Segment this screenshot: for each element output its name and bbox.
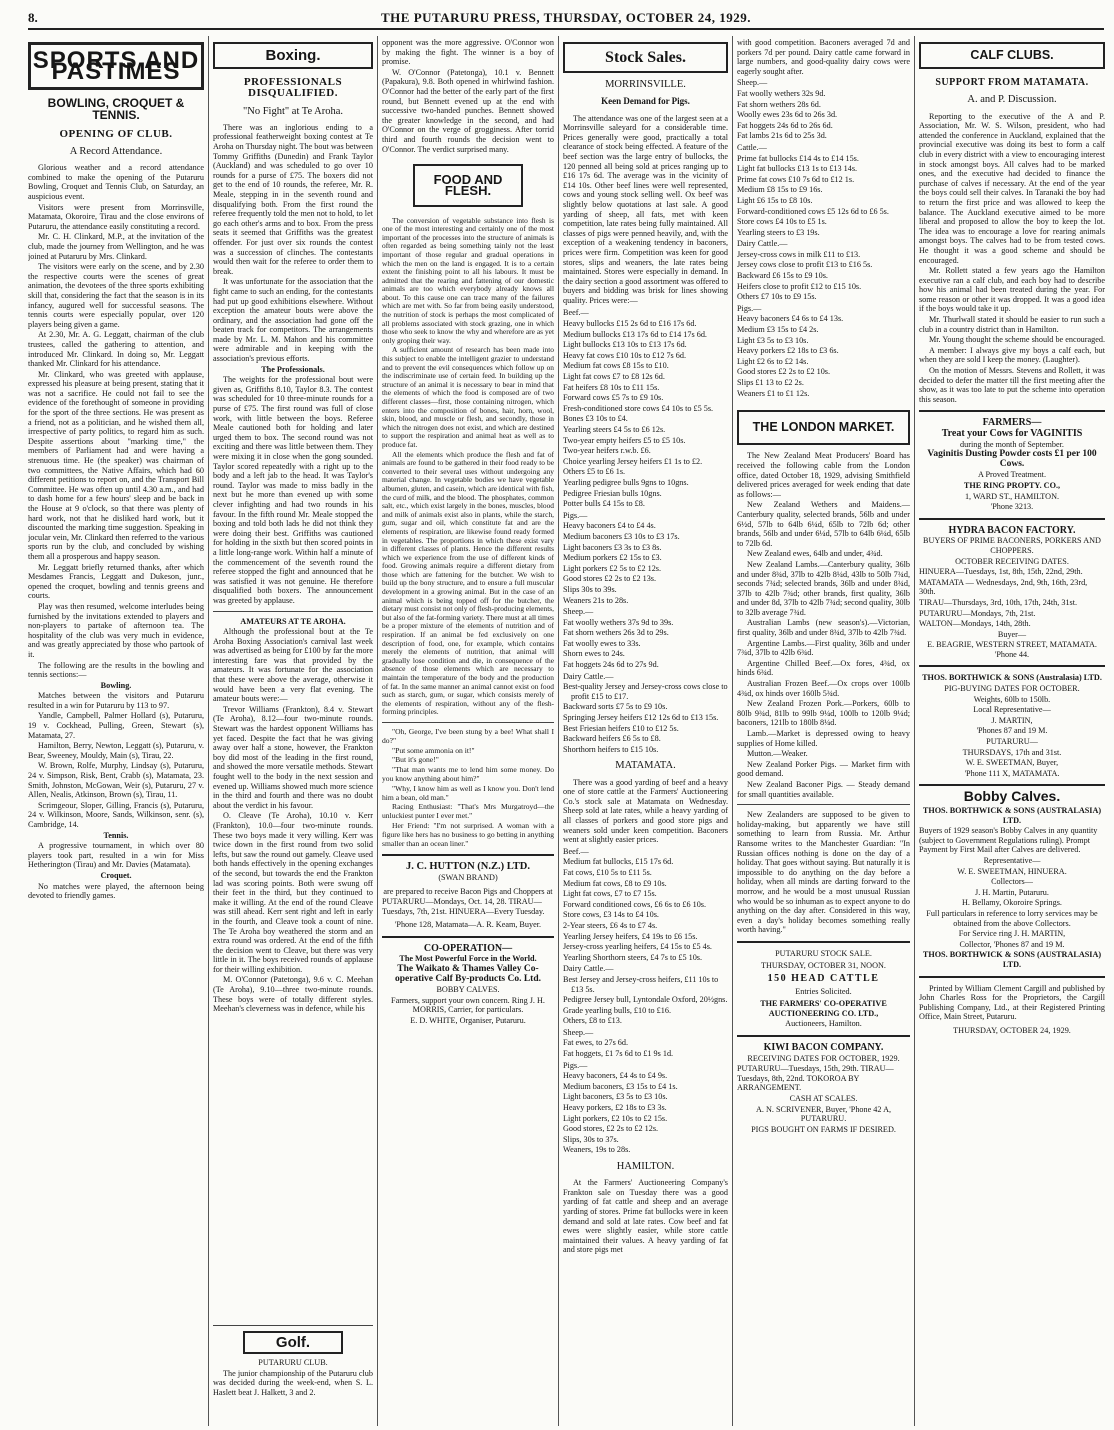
column-stock-sales xyxy=(563,38,728,1426)
vag-line: A Proved Treatment. xyxy=(977,470,1046,480)
hutton-line: are prepared to receive Bacon Pigs and Choppers at xyxy=(383,886,553,896)
article-paragraph: The New Zealand Meat Producers' Board has received the following cable from the London office, dated October 18, 1929, advising Smithfield delivered prices averaged for week ending that date as follows:— xyxy=(737,451,910,499)
price-line: Fat hoggets, £1 7s 6d to £1 9s 1d. xyxy=(563,1049,674,1059)
article-paragraph: Mr. Leggatt briefly returned thanks, after which Mesdames Francis, Leggatt and Dukeson, junr., opened the croquet, bowling and tennis greens and courts. xyxy=(28,562,204,601)
vag-firm: THE RING PROPTY. CO., xyxy=(963,480,1061,490)
vag-addr: 1, WARD ST., HAMILTON. xyxy=(964,491,1060,501)
borthwick-line: THURSDAYS, 17th and 31st. xyxy=(962,747,1062,757)
column-food xyxy=(382,38,554,1426)
price-line: Heavy porkers, £2 18s to £3 3s. xyxy=(563,1103,667,1113)
article-paragraph: Mr. Young thought the scheme should be encouraged. xyxy=(929,335,1105,345)
kiwi-buyer: A. N. SCRIVENER, Buyer, 'Phone 42 A, PUTARURU. xyxy=(755,1104,892,1124)
kiwi-bacon-ad xyxy=(737,1043,910,1134)
column-markets xyxy=(737,38,910,1426)
sale-firm: THE FARMERS' CO-OPERATIVE AUCTIONEERING CO. LTD., xyxy=(760,999,887,1018)
boxing-subhead: PROFESSIONALS DISQUALIFIED. xyxy=(243,76,343,100)
opening-subhead: OPENING OF CLUB. xyxy=(59,127,173,140)
price-line: Fat ewes, to 27s 6d. xyxy=(563,1038,629,1048)
page-number: 8. xyxy=(28,10,38,25)
hydra-ad xyxy=(919,526,1105,660)
price-line: Medium porkers £2 15s to £3. xyxy=(563,553,662,563)
bowling-result: Matches between the visitors and Putaruru resulted in a win for Putaruru by 113 to 97. xyxy=(28,691,204,710)
borthwick-line: Weights, 60lb to 150lb. xyxy=(973,694,1051,704)
price-line: Light £3 5s to £3 10s. xyxy=(737,335,809,345)
price-line: Medium baconers, £3 15s to £4 1s. xyxy=(563,1081,678,1091)
bobby-line: For Service ring J. H. MARTIN, xyxy=(958,929,1066,939)
column-rule xyxy=(732,36,733,1426)
stock-sale-ad xyxy=(737,949,910,1029)
coop-name: The Waikato & Thames Valley Co-operative Calf By-products Co. Ltd. xyxy=(394,964,542,984)
price-line: Prime fat cows £10 7s 6d to £12 1s. xyxy=(737,174,855,184)
article-paragraph: New Zealand Baconer Pigs. — Steady demand for small quantities available. xyxy=(737,779,910,799)
price-line: Medium fat cows, £8 to £9 10s. xyxy=(563,878,667,888)
joke-line: "But it's gone!" xyxy=(392,755,439,765)
article-paragraph: Mr. Clinkard, who was greeted with applause, expressed his pleasure at being present, stating that it was not a sacrifice. He could not fail to see the evidence of the forethought of someone in providing for the sport of the three sections. He was present as a friend, not as a politician, and he wished them all, irrespective of party politics, to regard him as such. Despite assertions about "marking time," the members of Parliament had and were having a strenuous time. He (the speaker) was chairman of two committees, the Native Affairs, which had 60 different petitions to report on, and the Transport Bill Committee. He was often up until 4.30 a.m., and had to dash home for a few hours' sleep and be back in the House at 9 o'clock, so that there was plenty of hard work, not that he disliked hard work, but it discounted the marking time suggestion. Speaking in jocular vein, Mr. Clinkard then referred to the various sports run by the club, and concluded by wishing them all a prosperous and happy season. xyxy=(28,369,204,561)
article-paragraph: Lamb.—Market is depressed owing to heavy supplies of Home killed. xyxy=(737,729,910,748)
borthwick-pig-ad xyxy=(919,673,1105,778)
hydra-line: HINUERA—Tuesdays, 1st, 8th, 15th, 22nd, 29th. xyxy=(919,567,1083,577)
price-line: Heifers close to profit £12 to £15 10s. xyxy=(737,281,862,291)
price-line: Jersey-cross cows in milk £11 to £13. xyxy=(737,249,861,259)
article-paragraph: There was an inglorious ending to a professional featherweight boxing contest at Te Aroha on Thursday night. The bout was between Tommy Griffiths (Dunedin) and Frank Taylor (Auckland) and was scheduled to go over 10 rounds for a purse of £75. The boxers did not get to the end of 10 rounds, the referee, Mr. R. Meale, stepping in in the seventh round and disqualifying both. From the first round the referee frequently told the men not to hold, to let go each other's arms and to box. From the press seats it seemed that Griffiths was the greatest offender. For just over six rounds the contest was a succession of clinches. The contestants would then wait for the referee to order them to break. xyxy=(213,122,373,276)
calf-subhead: SUPPORT FROM MATAMATA. xyxy=(935,77,1089,89)
professionals-subhead: The Professionals. xyxy=(261,364,325,374)
price-line: Fat lambs 21s 6d to 25s 3d. xyxy=(737,131,827,141)
price-line: Shorn ewes to 24s. xyxy=(563,649,625,659)
bowling-section-title: BOWLING, CROQUET & TENNIS. xyxy=(47,96,185,122)
bobby-line: W. E. SWEETMAN, HINUERA. xyxy=(957,866,1067,876)
article-paragraph: with good competition. Baconers averaged 7d and porkers 7d per pound. Dairy cattle came forward in large numbers, and good-quality dairy cows were eagerly sought after. xyxy=(737,38,910,76)
sale-date: THURSDAY, OCTOBER 31, NOON. xyxy=(761,961,886,971)
article-paragraph: Although the professional bout at the Te Aroha Boxing Association's carnival last week was advertised as being for £100 by far the more interesting fare was that provided by the amateurs. It was fortunate for the association that these were above the average, otherwise it would have been a very flat evening. The amateur bouts were:— xyxy=(213,627,373,704)
kiwi-sub: RECEIVING DATES FOR OCTOBER, 1929. xyxy=(747,1053,900,1063)
bowling-result: Scrimgeour, Sloper, Gilling, Francis (s), Putaruru, 24 v. Wilkinson, Moore, Sands, Wilkinson, senr. (s), Cambridge, 14. xyxy=(28,800,204,829)
stock-sales-head: Stock Sales. xyxy=(563,42,728,73)
coop-sign: E. D. WHITE, Organiser, Putaruru. xyxy=(410,1016,526,1026)
bobby-title: Bobby Calves. xyxy=(963,788,1061,805)
coop-ad xyxy=(382,944,554,1026)
bobby-line: J. H. Martin, Putaruru. xyxy=(975,887,1049,897)
bobby-line: H. Bellamy, Okoroire Springs. xyxy=(962,898,1062,908)
price-line: Fat shorn wethers 26s 3d to 29s. xyxy=(563,628,669,638)
vag-line: during the month of September. xyxy=(960,439,1064,449)
bobby-firm: THOS. BORTHWICK & SONS (AUSTRALASIA) LTD. xyxy=(922,950,1102,969)
hydra-title: HYDRA BACON FACTORY. xyxy=(948,524,1076,536)
article-paragraph: Trevor Williams (Frankton), 8.4 v. Stewart (Te Aroha), 8.12—four two-minute rounds. Stewart was the hardest opponent Williams has yet faced. Despite the fact that he was giving away over half a stone, however, the Frankton boy did most of the leading in the first round, and showed the more versatile methods. Stewart fought well to the body in the next session and evened up. Williams showed much more science in the third and fourth and there was no doubt about the verdict in his favour. xyxy=(213,704,373,810)
article-paragraph: The weights for the professional bout were given as, Griffiths 8.10, Taylor 8.3. The contest was scheduled for 10 three-minute rounds for a purse of £75. The first round was full of close work, with little between the boys. Referee Meale cautioned both for holding and later urged them to box. The second round was not exciting and there was little between them. They were mixing it in close when the gong sounded. Taylor scored repeatedly with a right up to the body and a left jab to the head. It was Taylor's round. Taylor was made to miss badly in the next but he more than evened up with some clever infighting and had two rounds in his favour. In the fifth round Mr. Meale stopped the boxing and told both lads he did not think they were doing their best. Griffiths was cautioned for holding in the sixth but then scored points in a little long-range work. Within half a minute of the commencement of the seventh round the referee stopped the fight and announced that he was satisfied it was not genuine. He therefore disqualified both boxers. The announcement was greeted by applause. xyxy=(213,375,373,605)
borthwick-line: PIG-BUYING DATES FOR OCTOBER. xyxy=(944,684,1080,694)
croquet-result: No matches were played, the afternoon being devoted to friendly games. xyxy=(28,881,204,901)
price-line: Weaners 21s to 28s. xyxy=(563,595,629,605)
article-paragraph: At 2.30, Mr. A. G. Leggatt, chairman of the club trustees, called the gathering to attention, and introduced Mr. Clinkard. In doing so, Mr. Leggatt thanked Mr. Clinkard for his attendance. xyxy=(28,330,204,369)
price-line: Others £5 to £6 1s. xyxy=(563,467,626,477)
price-line: Springing Jersey heifers £12 12s 6d to £13 15s. xyxy=(563,713,719,723)
price-line: Heavy porkers £2 18s to £3 6s. xyxy=(737,346,839,356)
imprint-date: THURSDAY, OCTOBER 24, 1929. xyxy=(953,1025,1071,1035)
boxing-head: Boxing. xyxy=(213,42,373,69)
imprint: Printed by William Clement Cargill and published by John Charles Ross for the Proprietors, the Cargill Publishing Company, Ltd., at their Registered Printing Office, Main Street, Putaruru. xyxy=(919,983,1105,1022)
article-paragraph: Mr. Thurlwall stated it should be easier to run such a club in a country district than in Hamilton. xyxy=(919,315,1105,334)
price-line: Medium baconers £3 10s to £3 17s. xyxy=(563,531,680,541)
category-head: Pigs.— xyxy=(563,1060,588,1070)
category-head: Dairy Cattle.— xyxy=(737,239,788,249)
column-rule xyxy=(558,36,559,1426)
article-paragraph: A member: I always give my boys a calf each, but when they are sold I keep the money. (Laughter). xyxy=(919,345,1105,365)
bowling-result: Hamilton, Berry, Newton, Leggatt (s), Putaruru, v. Bear, Sweeney, Mouldy, Main (s), Tirau, 22. xyxy=(28,741,204,760)
price-line: Grade yearling bulls, £10 to £16. xyxy=(563,1005,672,1015)
article-paragraph: O. Cleave (Te Aroha), 10.10 v. Kerr (Frankton), 10.0—four two-minute rounds. These two boys made it very willing. Kerr was twice down in the first round from two solid lefts, but saw the round out gamely. Cleave used both hands effectively in the opening exchanges of the second, but towards the end the Frankton lad was scoring points. Both were swung off their feet in the third, but they continued to make it willing. At the end of the round Cleave was still ahead. Kerr sent right and left in early in the fourth, and Cleave took a count of nine. The Te Aroha boy weathered the storm and an extra round was ordered. At the end of the fifth the decision went to Cleave, but there was very little in it. The boys received rounds of applause for their willing exhibition. xyxy=(213,811,373,974)
borthwick-line: 'Phone 111 X, MATAMATA. xyxy=(964,768,1060,778)
bowling-result: Yandle, Campbell, Palmer Hollard (s), Putaruru, 19 v. Cockhead, Pulling, Green, Stewart (s), Matamata, 27. xyxy=(28,711,204,740)
golf-head: Golf. xyxy=(243,1331,343,1354)
column-boxing xyxy=(213,38,373,1426)
sale-title: PUTARURU STOCK SALE. xyxy=(775,948,872,958)
price-line: Good stores, £2 2s to £2 12s. xyxy=(563,1124,659,1134)
kiwi-cash: CASH AT SCALES. xyxy=(789,1094,858,1104)
bowling-result: W. Brown, Rolfe, Murphy, Lindsay (s), Putaruru, 24 v. Simpson, Risk, Bent, Crabb (s), Matamata, 23. Smith, Johnston, McGowan, Weir (s), Putaruru, 27 v. Allen, Nealis, Atkinson, Brown (s), Tirau, 11. xyxy=(28,761,204,800)
price-line: Fat hoggets 24s 6d to 26s 6d. xyxy=(737,120,833,130)
kiwi-title: KIWI BACON COMPANY. xyxy=(763,1042,884,1054)
article-paragraph: All the elements which produce the flesh and fat of animals are found to be gathered in their food ready to be converted to their several uses without undergoing any material change. In vegetable bodies we have vegetable albumen, gluten, and casein, which are identical with fish, the curd of milk, and the blood. The phosphates, common salt, etc., which exist largely in the bones, muscles, blood and milk of animals exist also in plants, while the starch, gum, sugar and oil, which constitute fat and are the elements of respiration, are likewise found ready formed in vegetables. The proportions in which these exist vary in different classes of plants. Hence the different results which we experience from the use of different kinds of food. Growing animals require a different dietary from those which are fattening for the butcher. We wish to build up the bony structure, and to ensure a full muscular development in a growing animal. But in the case of an animal which is being topped off for the butcher, the dietary must consist not only of flesh-producing elements, but also of the fat-forming variety. There must at all times be a proper mixture of the elements of nutrition and of respiration. If an animal be fed exclusively on one description of food, one, for example, which contains merely the elements of nutrition, that animal will gradually lose condition and die, in consequence of the absence of those elements which are necessary to maintain the temperature of the body and the production of fat. In the same manner an animal cannot exist on food such as starch, gum, or sugar, which consists merely of the elements of respiration, without any of the flesh-forming principles. xyxy=(382,449,554,717)
column-calf-clubs xyxy=(919,38,1105,1426)
price-line: Weaners £1 to £1 12s. xyxy=(737,388,810,398)
price-line: Medium £8 15s to £9 16s. xyxy=(737,185,823,195)
price-line: Backward £6 15s to £9 10s. xyxy=(737,271,828,281)
article-paragraph: At the Farmers' Auctioneering Company's Frankton sale on Tuesday there was a good yarding of fat cattle and sheep and an average yarding of stores. Prime fat bullocks were in keen demand and sold at late rates. Cow beef and fat ewes were slightly easier, while store cattle maintained their values. A heavy yarding of fat and store pigs met xyxy=(563,1178,728,1255)
price-line: Yearling steers £4 5s to £6 12s. xyxy=(563,425,666,435)
bowling-subhead: Bowling. xyxy=(100,680,132,690)
price-line: Forward cows £5 7s to £9 10s. xyxy=(563,393,664,403)
hydra-line: E. BEAGRIE, WESTERN STREET, MATAMATA. 'Phone 44. xyxy=(927,640,1097,659)
price-line: Prime fat bullocks £14 4s to £14 15s. xyxy=(737,153,859,163)
article-paragraph: New Zealand Lambs.—Canterbury quality, 36lb and under 8¾d, 37lb to 42lb 8¼d, 43lb to 50lb 7¾d, seconds 7¾d; selected brands, 36lb and under 8¾d, 37lb to 42lb 7¾d; other brands, first quality, 36lb and under 8d, 37lb to 42lb 7¾d; second quality, 30lb to 32lb average 7¾d. xyxy=(737,559,910,617)
bobby-line: Full particulars in reference to lorry services may be obtained from the above Collectors. xyxy=(926,908,1098,928)
category-head: Sheep.— xyxy=(563,607,594,617)
column-sports xyxy=(28,38,204,1426)
article-paragraph: There was a good yarding of beef and a heavy one of store cattle at the Farmers' Auctioneering Co.'s stock sale at Matamata on Wednesday. Sheep sold at late rates, while a heavy yarding of all classes of porkers and good store pigs and weaners sold under keen competition. Baconers went at slightly easier prices. xyxy=(563,777,728,845)
article-paragraph: Australian Lambs (new season's).—Victorian, first quality, 36lb and under 8¾d, 37lb to 42lb 7¾d. xyxy=(737,618,910,638)
borthwick-line: J. MARTIN, xyxy=(991,715,1033,725)
price-line: Light fat cows, £7 to £7 15s. xyxy=(563,889,657,899)
price-line: Bones £3 10s to £4. xyxy=(563,414,628,424)
bobby-line: Collector, 'Phones 87 and 19 M. xyxy=(959,939,1065,949)
price-line: Pedigree Friesian bulls 10gns. xyxy=(563,488,662,498)
borthwick-line: Local Representative— xyxy=(973,705,1051,715)
price-line: Yearling steers to £3 19s. xyxy=(737,227,820,237)
category-head: Sheep.— xyxy=(563,1027,594,1037)
masthead-title: THE PUTARURU PRESS, THURSDAY, OCTOBER 24, 1929. xyxy=(381,10,751,25)
matamata-head: MATAMATA. xyxy=(615,760,676,772)
borthwick-line: W. E. SWEETMAN, Buyer, xyxy=(965,758,1059,768)
article-paragraph: New Zealand Frozen Pork.—Porkers, 60lb to 80lb 9¾d, 81lb to 99lb 9¼d, 100lb to 120lb 9¼d; baconers, 121lb to 180lb 8¼d. xyxy=(737,699,910,728)
price-line: Slips 30s to 39s. xyxy=(563,584,617,594)
price-line: Forward conditioned cows, £6 6s to £6 10s. xyxy=(563,899,707,909)
article-paragraph: The conversion of vegetable substance into flesh is one of the most interesting and certainly one of the most important of the processes into the structure of animals is often regarded as being something tainly not the least important of those regular and gradual operations in which the men on the land is engaged. It is to a certain extent the finishing point to all his labours. It must be admitted that the rearing and fattening of our domestic animals are too which everybody already knows all about. To this cause one can trace many of the failures which are met with. So far from being easily understood, the nutrition of stock is perhaps the most complicated of all problems associated with stock grazing, one in which those who seek to know the why and wherefore are as yet only groping their way. xyxy=(382,215,554,345)
price-line: Fat hoggets 24s 6d to 27s 9d. xyxy=(563,660,659,670)
price-line: Jersey cows close to profit £13 to £16 5s. xyxy=(737,260,873,270)
price-line: Heavy baconers £4 to £4 4s. xyxy=(563,521,656,531)
article-paragraph: New Zealand Wethers and Maidens.—Canterbury quality, selected brands, 56lb and under 6½d, 57lb to 64lb 6¼d, 65lb to 72lb 6d; other brands, 56lb and under 6¼d, 57lb to 64lb 6¼d, 65lb to 72lb 6d. xyxy=(737,500,910,548)
kiwi-farms: PIGS BOUGHT ON FARMS IF DESIRED. xyxy=(751,1124,896,1134)
coop-body: Farmers, support your own concern. Ring J. H. MORRIS, Carrier, for particulars. xyxy=(391,995,545,1015)
article-paragraph: Australian Frozen Beef.—Ox crops over 100lb 4¾d, ox hinds over 160lb 5¾d. xyxy=(737,679,910,698)
price-line: Best Jersey and Jersey-cross heifers, £11 10s to £13 5s. xyxy=(563,974,719,994)
food-head: FOOD AND FLESH. xyxy=(413,164,523,206)
borthwick-line: PUTARURU— xyxy=(986,737,1038,747)
vag-phone: 'Phone 3213. xyxy=(990,502,1034,512)
price-line: Shorthorn heifers to £15 10s. xyxy=(563,744,659,754)
coop-item: BOBBY CALVES. xyxy=(436,985,500,995)
category-head: Beef.— xyxy=(563,846,589,856)
price-line: Yearling Jersey heifers, £4 19s to £6 15s. xyxy=(563,931,698,941)
price-line: Weaners, 19s to 28s. xyxy=(563,1145,631,1155)
hutton-brand: (SWAN BRAND) xyxy=(438,872,498,882)
hamilton-head: HAMILTON. xyxy=(616,1161,675,1172)
column-rule xyxy=(377,36,378,1426)
coop-sub: The Most Powerful Force in the World. xyxy=(399,954,537,964)
joke-line: Her Friend: "I'm not surprised. A woman with a figure like hers has no business to go betting in anything smaller than an ocean liner." xyxy=(382,820,554,848)
morrinsville-head: MORRINSVILLE. xyxy=(605,79,686,91)
tennis-subhead: Tennis. xyxy=(103,830,129,840)
joke-line: "Oh, George, I've been stung by a bee! What shall I do?" xyxy=(382,726,554,745)
category-head: Pigs.— xyxy=(563,510,588,520)
vag-title: FARMERS— xyxy=(982,417,1042,429)
price-line: Light £6 15s to £8 10s. xyxy=(737,195,813,205)
price-line: Backward sorts £7 5s to £9 10s. xyxy=(563,702,668,712)
borthwick-line: 'Phones 87 and 19 M. xyxy=(976,726,1048,736)
joke-line: "Put some ammonia on it!" xyxy=(392,745,475,755)
price-line: Slips, 30s to 37s. xyxy=(563,1134,619,1144)
bobby-line: Representative— xyxy=(983,855,1041,865)
article-paragraph: The attendance was one of the largest seen at a Morrinsville saleyard for a considerable time. Prices generally were good, practically a total clearance of stock being effected. A feature of the beef section was the large entry of bullocks, the 120 penned all being sold at prices ranging up to £16 17s 6d. The average was in the vicinity of £14 10s. Other beef lines were well represented, cows and young stock selling well. Ox beef was slightly below quotations at last sale. A good yarding of sheep, all fats, met with keen competition, late rates being fully maintained. All classes of pigs were penned heavily, and, with the exception of a weakening tendency in baconers, prices were firm. Competition was keen for good stores, slips and weaners, the late rates being maintained. Stores were especially in demand. In the dairy section a good assortment was offered to buyers and bidding was brisk for lines showing quality. Prices were:— xyxy=(563,113,728,305)
price-line: Store cows £4 10s to £5 1s. xyxy=(737,217,827,227)
article-paragraph: opponent was the more aggressive. O'Connor won by making the fight. The winner is a boy of promise. xyxy=(382,38,554,67)
price-line: Light baconers, £3 5s to £3 10s. xyxy=(563,1092,668,1102)
price-line: Woolly ewes 23s 6d to 26s 3d. xyxy=(737,110,838,120)
hutton-ad xyxy=(382,862,554,930)
price-line: Light £2 6s to £2 14s. xyxy=(737,356,809,366)
sports-banner: SPORTS AND PASTIMES xyxy=(28,42,204,90)
price-line: Light fat cows £7 to £8 12s 6d. xyxy=(563,372,665,382)
price-line: Yearling pedigree bulls 9gns to 10gns. xyxy=(563,477,689,487)
bobby-line: Collectors— xyxy=(991,877,1033,887)
morrinsville-sub: Keen Demand for Pigs. xyxy=(601,96,690,107)
price-line: Medium fat bullocks, £15 17s 6d. xyxy=(563,857,674,867)
boxing-subhead2: "No Fight" at Te Aroha. xyxy=(242,105,344,117)
vag-line: Vaginitis Dusting Powder costs £1 per 100 Cows. xyxy=(927,449,1097,469)
article-paragraph: Mutton.—Weaker. xyxy=(747,749,808,759)
article-paragraph: W. O'Connor (Patetonga), 10.1 v. Bennett (Papakura), 9.8. Both opened in whirlwind fashion. O'Connor had the better of the early part of the first round, but Bennett evened up at the end with successive two-handed punches. Bennett showed the greater knowledge in the second, and had O'Connor on the verge of grogginess. After torrid third and fourth rounds the decision went to O'Connor. The verdict surprised many. xyxy=(382,67,554,154)
article-paragraph: M. O'Connor (Patetonga), 9.6 v. C. Meehan (Te Aroha), 9.10—three two-minute rounds. These boys were of totally different styles. Meehan's cleverness was in defence, while his xyxy=(213,975,373,1014)
record-subhead: A Record Attendance. xyxy=(69,146,163,158)
article-paragraph: Glorious weather and a record attendance combined to make the opening of the Putaruru Bowling, Croquet and Tennis Club, on Saturday, an auspicious event. xyxy=(28,163,204,201)
article-paragraph: A sufficient amount of research has been made into this subject to enable the intelligent grazier to understand and to prevent the evil consequences which follow up on the indiscriminate use of certain feed. In building up the structure of an animal it is necessary to bear in mind that the elements of which the food is composed are of two different classes—first, those containing nitrogen, which enters into the composition of bones, hair, horn, wool, skin, blood, and muscle or flesh, and secondly, those in which the nitrogen does not exist, and which are destined to support the respiration and animal heat as well as to produce fat. xyxy=(382,345,554,449)
price-line: Fat heifers £8 10s to £11 15s. xyxy=(563,382,660,392)
article-paragraph: On the motion of Messrs. Stevens and Rollett, it was decided to defer the matter till the first meeting after the show, as it was too late to put the scheme into operation this season. xyxy=(919,366,1105,404)
price-line: Yearling Shorthorn steers, £4 7s to £5 10s. xyxy=(563,952,703,962)
price-line: Good stores £2 2s to £2 10s. xyxy=(737,367,831,377)
price-line: Jersey-cross yearling heifers, £4 15s to £5 4s. xyxy=(563,942,712,952)
price-line: Best-quality Jersey and Jersey-cross cows close to profit £15 to £17. xyxy=(563,682,728,701)
category-head: Beef.— xyxy=(563,308,589,318)
hutton-dates: PUTARURU—Mondays, Oct. 14, 28. TIRAU—Tuesdays, 7th, 21st. HINUERA—Every Tuesday. xyxy=(382,897,545,916)
article-paragraph: New Zealand ewes, 64lb and under, 4¾d. xyxy=(747,549,883,559)
article-paragraph: Visitors were present from Morrinsville, Matamata, Okoroire, Tirau and the close environs of Putaruru, the attendance easily constituting a record. xyxy=(28,202,204,231)
category-head: Dairy Cattle.— xyxy=(563,964,614,974)
sale-count: 150 HEAD CATTLE xyxy=(767,973,880,985)
price-line: Choice yearling Jersey heifers £1 1s to £2. xyxy=(563,456,703,466)
price-line: Light porkers, £2 10s to £2 15s. xyxy=(563,1113,668,1123)
article-paragraph: Argentine Lambs.—First quality, 36lb and under 7¾d, 37lb to 42lb 6¾d. xyxy=(737,638,910,658)
price-line: Fresh-conditioned store cows £4 10s to £5 5s. xyxy=(563,403,714,413)
vaginitis-ad xyxy=(919,418,1105,511)
article-paragraph: Mr. Rollett stated a few years ago the Hamilton executive ran a calf club, and each boy had to describe how his animal had been treated during the year. For some reason or other it was dropped. It was a good idea if the boys would take it up. xyxy=(919,266,1105,314)
price-line: Medium £3 15s to £4 2s. xyxy=(737,325,819,335)
price-line: Light baconers £3 3s to £3 8s. xyxy=(563,542,662,552)
category-head: Dairy Cattle.— xyxy=(563,671,614,681)
golf-subhead: PUTARURU CLUB. xyxy=(258,1358,328,1368)
price-line: Store cows, £3 14s to £4 10s. xyxy=(563,910,659,920)
croquet-subhead: Croquet. xyxy=(100,870,132,880)
joke-line: Racing Enthusiast: "That's Mrs Murgatroyd—the unluckiest punter I ever met." xyxy=(382,802,554,821)
price-line: Slips £1 13 to £2 2s. xyxy=(737,378,804,387)
price-line: 2-Year steers, £6 4s to £7 4s. xyxy=(563,920,658,930)
price-line: Two-year empty heifers £5 to £5 10s. xyxy=(563,435,686,445)
price-line: Fat woolly wethers 32s 9d. xyxy=(737,88,826,98)
bobby-firm: THOS. BORTHWICK & SONS (AUSTRALASIA) LTD. xyxy=(922,806,1102,825)
price-line: Medium bullocks £13 17s 6d to £14 17s 6d. xyxy=(563,329,707,339)
hydra-line: TIRAU—Thursdays, 3rd, 10th, 17th, 24th, 31st. xyxy=(919,597,1078,607)
joke-line: "Why, I know him as well as I know you. Don't lend him a bean, old man." xyxy=(382,783,554,802)
joke-line: "That man wants me to lend him some money. Do you know anything about him?" xyxy=(382,765,554,783)
category-head: Pigs.— xyxy=(737,303,762,313)
article-paragraph: New Zealand Porker Pigs. — Market firm with good demand. xyxy=(737,759,910,779)
category-head: Cattle.— xyxy=(737,142,767,152)
price-line: Heavy fat cows £10 10s to £12 7s 6d. xyxy=(563,350,687,360)
price-line: Light bullocks £13 10s to £13 17s 6d. xyxy=(563,340,687,350)
price-line: Heavy baconers £4 6s to £4 13s. xyxy=(737,314,844,324)
calf-clubs-head: CALF CLUBS. xyxy=(919,42,1105,69)
column-rule xyxy=(208,36,209,1426)
masthead xyxy=(28,6,1104,30)
price-line: Fat cows, £10 5s to £11 5s. xyxy=(563,867,652,877)
hutton-phone: 'Phone 128, Matamata—A. R. Keam, Buyer. xyxy=(394,920,542,930)
vag-line: Treat your Cows for VAGINITIS xyxy=(941,428,1083,440)
price-line: Two-year heifers r.w.b. £6. xyxy=(563,446,651,456)
hydra-line: PUTARURU—Mondays, 7th, 21st. xyxy=(919,608,1036,618)
price-line: Others, £8 to £13. xyxy=(563,1016,622,1026)
price-line: Heavy bullocks £15 2s 6d to £16 17s 6d. xyxy=(563,319,697,329)
price-line: Light fat bullocks £13 1s to £13 14s. xyxy=(737,164,858,174)
hydra-line: BUYERS OF PRIME BACONERS, PORKERS AND CHOPPERS. xyxy=(923,536,1101,555)
price-line: Pedigree Jersey bull, Lyntondale Oxford, 20½gns. xyxy=(563,995,728,1005)
sale-entries: Entries Solicited. xyxy=(795,986,852,996)
bobby-body: Buyers of 1929 season's Bobby Calves in any quantity (subject to Government Regulations ruling). Prompt Payment by First Mail after Calves are delivered. xyxy=(919,826,1098,855)
column-rule xyxy=(914,36,915,1426)
category-head: Sheep.— xyxy=(737,78,768,88)
article-paragraph: Mr. C. H. Clinkard, M.P., at the invitation of the club, made the journey from Wellington, and he was joined at Putaruru by Mrs. Clinkard. xyxy=(28,232,204,261)
price-line: Best Friesian heifers £10 to £12 5s. xyxy=(563,723,679,733)
hutton-name: J. C. HUTTON (N.Z.) LTD. xyxy=(406,861,530,873)
price-line: Fat shorn wethers 28s 6d. xyxy=(737,99,821,109)
price-line: Light porkers £2 5s to £2 12s. xyxy=(563,563,662,573)
price-line: Heavy baconers, £4 4s to £4 9s. xyxy=(563,1071,668,1081)
calf-subhead2: A. and P. Discussion. xyxy=(967,94,1057,106)
bobby-calves-ad xyxy=(919,788,1105,969)
article-paragraph: New Zealanders are supposed to be given to holiday-making, but apparently we have still something to learn from Russia. Mr. Arthur Ransome writes to the Manchester Guardian: "In Russian offices nothing is done on the day of a holiday. That goes without saying. But naturally it is impossible to do anything on the day before a holiday, when all minds are darting forward to the morrow, and he would be a most unusual Russian who would be so inhuman as to expect anyone to do anything on the day after. Considered in this way, even a day's holiday becomes something really worth having." xyxy=(737,810,910,935)
sale-place: Auctioneers, Hamilton. xyxy=(785,1019,862,1029)
kiwi-dates: PUTARURU—Tuesdays, 15th, 29th. TIRAU—Tuesdays, 8th, 22nd. TOKOROA BY ARRANGEMENT. xyxy=(737,1064,894,1093)
amateurs-head: AMATEURS AT TE AROHA. xyxy=(240,616,346,626)
price-line: Fat woolly wethers 37s 9d to 39s. xyxy=(563,617,674,627)
price-line: Forward-conditioned cows £5 12s 6d to £6 5s. xyxy=(737,206,889,216)
price-line: Potter bulls £4 15s to £8. xyxy=(563,499,645,509)
coop-title: CO-OPERATION— xyxy=(423,942,513,954)
hydra-line: OCTOBER RECEIVING DATES. xyxy=(955,556,1069,566)
price-line: Medium fat cows £8 15s to £10. xyxy=(563,361,669,371)
golf-paragraph: The junior championship of the Putaruru club was decided during the week-end, when S. L. Haslett beat J. Halkett, 3 and 2. xyxy=(213,1368,373,1397)
price-line: Good stores £2 2s to £2 13s. xyxy=(563,574,657,584)
hydra-line: WALTON—Mondays, 14th, 28th. xyxy=(919,619,1031,629)
hydra-line: Buyer— xyxy=(997,629,1027,639)
price-line: Fat woolly ewes to 33s. xyxy=(563,638,641,648)
article-paragraph: It was unfortunate for the association that the fight came to such an ending, for the contestants had put up good exhibitions elsewhere. Without exception the amateur bouts were above the ordinary, and the association had gone off the beaten track for competitors. The arrangements made by Mr. L. M. Mahon and his committee were admirable and in keeping with the association's previous efforts. xyxy=(213,277,373,364)
article-paragraph: Reporting to the executive of the A and P. Association, Mr. W. S. Wilson, president, who had attended the conference in Auckland, explained that the provincial executive was doing its best to form a calf club in every district with a view to encouraging interest in stock amongst boys. All calves had to be marked ones, and the executive had decided to finance the purchase of calves if necessary. At the end of the year the boys could sell their calves. In Taranaki the boy had to return the first price and was allowed to keep the balance. The Auckland executive aimed to be more liberal and proposed to allow the boy to keep the lot. The idea was to encourage a love for rearing animals amongst boys. The calves had to be from tested cows. He thought it was a good scheme and should be encouraged. xyxy=(919,111,1105,265)
price-line: Others £7 10s to £9 15s. xyxy=(737,292,817,302)
borthwick-title: THOS. BORTHWICK & SONS (Australasia) LTD. xyxy=(922,673,1102,683)
article-paragraph: The following are the results in the bowling and tennis sections:— xyxy=(28,660,204,680)
article-paragraph: Argentine Chilled Beef.—Ox fores, 4¾d, ox hinds 6¾d. xyxy=(737,658,910,678)
hydra-line: MATAMATA — Wednesdays, 2nd, 9th, 16th, 23rd, 30th. xyxy=(919,577,1088,597)
london-market-head: THE LONDON MARKET. xyxy=(737,410,910,445)
article-paragraph: Play was then resumed, welcome interludes being furnished by the invitations extended to players and non-players to partake of afternoon tea. The hospitality of the club was very much in evidence, and was greatly appreciated by those who partook of it. xyxy=(28,601,204,659)
price-line: Backward heifers £6 5s to £8. xyxy=(563,734,661,744)
article-paragraph: The visitors were early on the scene, and by 2.30 the respective courts were the scenes of great animation, the devotees of the three sports exhibiting skill that, considering the fact that the season is in its infancy, augured well for successful seasons. The tennis courts were especially popular, over 120 players being given a game. xyxy=(28,262,204,329)
tennis-result: A progressive tournament, in which over 80 players took part, resulted in a win for Miss Hetherington (Tirau) and Mr. Davies (Matamata). xyxy=(28,841,204,870)
